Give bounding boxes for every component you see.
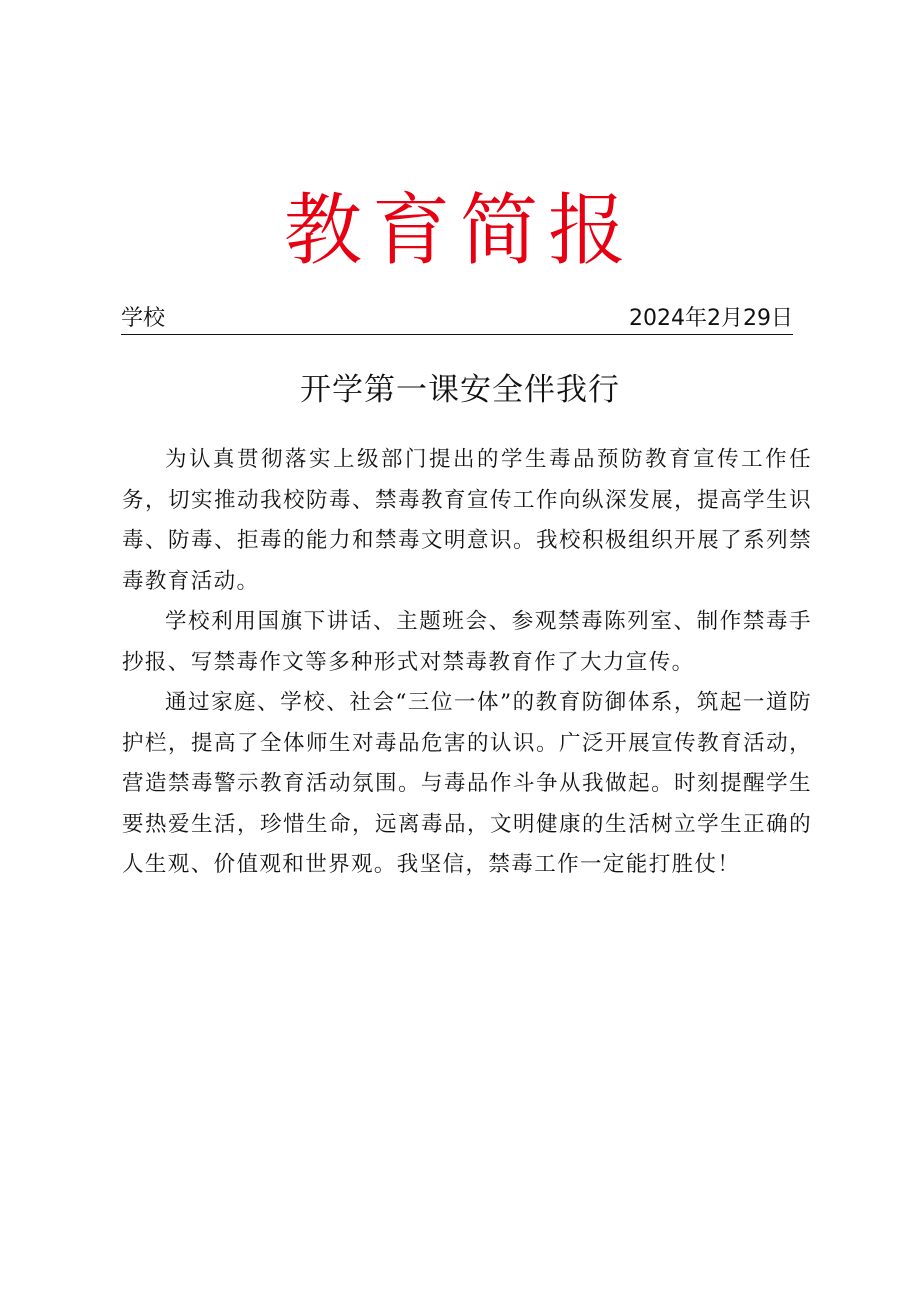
article-title: 开学第一课安全伴我行	[300, 372, 620, 408]
masthead-title: 教育简报	[283, 186, 636, 276]
meta-row	[121, 304, 793, 335]
paragraph: 为认真贯彻落实上级部门提出的学生毒品预防教育宣传工作任务，切实推动我校防毒、禁毒教育宣传工作向纵深发展，提高学生识毒、防毒、拒毒的能力和禁毒文明意识。我校积极组织开展了系列禁毒教育活动。	[122, 447, 812, 594]
article-body	[122, 440, 812, 886]
paragraph: 通过家庭、学校、社会“三位一体”的教育防御体系，筑起一道防护栏，提高了全体师生对毒品危害的认识。广泛开展宣传教育活动，营造禁毒警示教育活动氛围。与毒品作斗争从我做起。时刻提醒学生要热爱生活，珍惜生命，远离毒品，文明健康的生活树立学生正确的人生观、价值观和世界观。我坚信，禁毒工作一定能打胜仗！	[122, 690, 812, 877]
issue-date: 2024年2月29日	[629, 306, 793, 331]
paragraph: 学校利用国旗下讲话、主题班会、参观禁毒陈列室、制作禁毒手抄报、写禁毒作文等多种形式对禁毒教育作了大力宣传。	[122, 609, 812, 675]
school-label: 学校	[121, 306, 166, 331]
